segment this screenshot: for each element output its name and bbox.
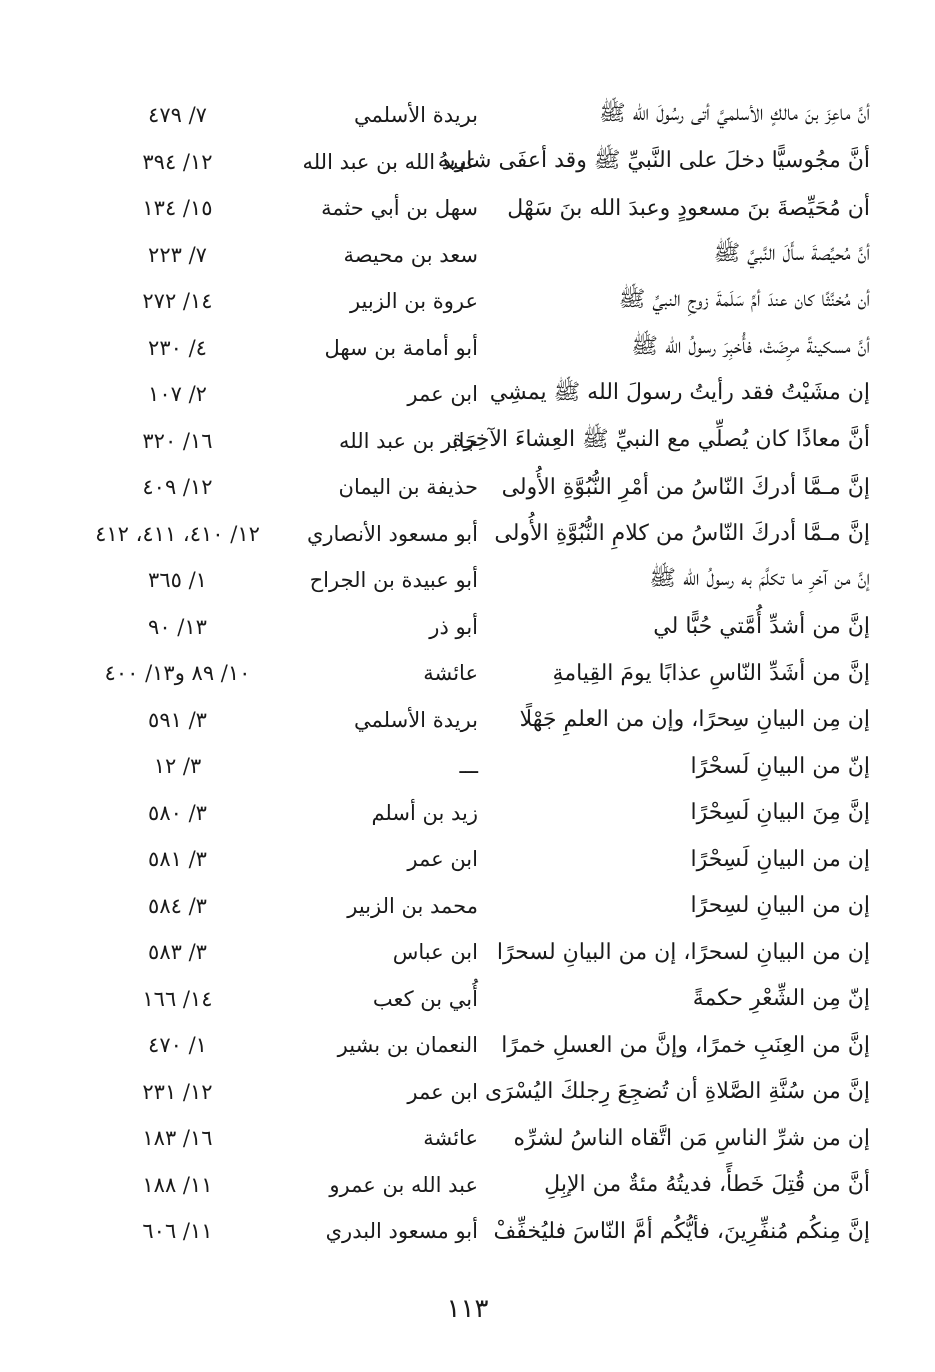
narrator-name: ابن عمر bbox=[407, 382, 478, 407]
volume-page-ref: ١/ ٤٧٠ bbox=[148, 1033, 207, 1058]
index-row bbox=[70, 232, 870, 279]
hadith-text: إن مشَيْتُ فقد رأيتُ رسولَ الله ﷺ يمشِي bbox=[489, 380, 870, 406]
page-number: ١١٣ bbox=[446, 1294, 489, 1324]
hadith-text: إن من شرِّ الناسِ مَن اتَّقاه الناسُ لشرِّه bbox=[513, 1125, 870, 1151]
volume-page-ref: ١٢/ ٤١٠، ٤١١، ٤١٢ bbox=[95, 521, 260, 546]
narrator-name: سهل بن أبي حثمة bbox=[321, 196, 478, 221]
volume-page-ref: ٧/ ٤٧٩ bbox=[148, 103, 207, 128]
narrator-name: عبد الله بن عمرو bbox=[329, 1172, 478, 1197]
narrator-name: النعمان بن بشير bbox=[337, 1033, 478, 1058]
index-row bbox=[70, 650, 870, 697]
narrator-name: بريدة الأسلمي bbox=[354, 707, 478, 732]
hadith-text: إنَّ مِنكُم مُنفِّرِينَ، فأيُّكُم أمَّ النّاسَ فليُخفِّفْ bbox=[493, 1218, 870, 1244]
index-row bbox=[70, 836, 870, 883]
hadith-text: إنَّ من العِنَبِ خمرًا، وإنَّ من العسلِ خمرًا bbox=[501, 1032, 870, 1058]
hadith-text: أنَّ مجُوسيًّا دخلَ على النَّبيِّ ﷺ وقد أعفَى شاربهُ bbox=[437, 147, 870, 173]
narrator-name: عائشة bbox=[423, 661, 478, 686]
volume-page-ref: ١٦/ ٣٢٠ bbox=[142, 428, 213, 453]
narrator-name: أُبي بن كعب bbox=[372, 986, 478, 1011]
hadith-text: إنَّ من آخرِ ما تكلَّمَ به رسولُ الله ﷺ bbox=[649, 566, 870, 592]
volume-page-ref: ٧/ ٢٢٣ bbox=[148, 242, 207, 267]
index-row bbox=[70, 1022, 870, 1069]
index-row bbox=[70, 604, 870, 651]
volume-page-ref: ١/ ٣٦٥ bbox=[148, 568, 207, 593]
index-row bbox=[70, 464, 870, 511]
hadith-text: إنَّ من أشَدِّ النّاسِ عذابًا يومَ القِيامةِ bbox=[552, 660, 870, 686]
hadith-text: إن من البيانِ لسحرًا، إن من البيانِ لسحرًا bbox=[496, 939, 870, 965]
index-row bbox=[70, 278, 870, 325]
index-row bbox=[70, 790, 870, 837]
index-row bbox=[70, 418, 870, 465]
index-row bbox=[70, 557, 870, 604]
hadith-text: أنَّ من قُتِلَ خَطأً، فديتُهُ مئةٌ من الإبِلِ bbox=[544, 1172, 870, 1198]
hadith-text: أنَّ ماعِزَ بنَ مالكٍ الأسلميَّ أتى رسُولَ الله ﷺ bbox=[599, 101, 870, 127]
hadith-text: أن مُحَيِّصةَ بنَ مسعودٍ وعبدَ الله بنَ سَهْل bbox=[507, 195, 870, 221]
hadith-text: إنَّ مـمَّا أدركَ النّاسُ من كلامِ النُّبُوَّةِ الأُولى bbox=[494, 521, 870, 547]
hadith-index-table bbox=[70, 92, 870, 1255]
volume-page-ref: ٣/ ٥٨٣ bbox=[148, 940, 207, 965]
index-row bbox=[70, 743, 870, 790]
index-row bbox=[70, 976, 870, 1023]
volume-page-ref: ١١/ ١٨٨ bbox=[142, 1172, 213, 1197]
narrator-name: ابن عباس bbox=[392, 940, 478, 965]
narrator-name: أبو عبيدة بن الجراح bbox=[309, 568, 478, 593]
volume-page-ref: ١٦/ ١٨٣ bbox=[142, 1126, 213, 1151]
index-row bbox=[70, 929, 870, 976]
volume-page-ref: ٣/ ٥٩١ bbox=[148, 707, 207, 732]
index-row bbox=[70, 371, 870, 418]
volume-page-ref: ٣/ ١٢ bbox=[153, 754, 202, 779]
narrator-name: أبو مسعود الأنصاري bbox=[306, 521, 478, 546]
volume-page-ref: ١٢/ ٤٠٩ bbox=[142, 475, 213, 500]
index-row bbox=[70, 697, 870, 744]
hadith-text: أن مُخنَّثًا كان عندَ أمِّ سَلَمةَ زوجِ النبيِّ ﷺ bbox=[618, 287, 870, 313]
index-row bbox=[70, 185, 870, 232]
index-row bbox=[70, 883, 870, 930]
index-row bbox=[70, 1162, 870, 1209]
index-row bbox=[70, 1069, 870, 1116]
hadith-text: أنَّ معاذًا كان يُصلِّي مع النبيِّ ﷺ العِشاءَ الآخِرَة bbox=[452, 426, 870, 452]
hadith-text: إنَّ مِنَ البيانِ لَسِحْرًا bbox=[690, 800, 870, 826]
narrator-name: ـــ bbox=[459, 754, 478, 779]
volume-page-ref: ١٤/ ٢٧٢ bbox=[142, 289, 213, 314]
index-row bbox=[70, 1208, 870, 1255]
narrator-name: بريدة الأسلمي bbox=[354, 103, 478, 128]
volume-page-ref: ١٥/ ١٣٤ bbox=[142, 196, 213, 221]
volume-page-ref: ٢/ ١٠٧ bbox=[148, 382, 207, 407]
volume-page-ref: ٣/ ٥٨١ bbox=[148, 847, 207, 872]
narrator-name: عروة بن الزبير bbox=[349, 289, 478, 314]
hadith-text: أنَّ مسكينةً مرِضَتْ، فأُخبِرَ رسولُ الله ﷺ bbox=[631, 333, 870, 359]
narrator-name: أبو ذر bbox=[429, 614, 478, 639]
volume-page-ref: ١٢/ ٢٣١ bbox=[142, 1079, 213, 1104]
volume-page-ref: ١٤/ ١٦٦ bbox=[142, 986, 213, 1011]
index-row bbox=[70, 325, 870, 372]
narrator-name: محمد بن الزبير bbox=[347, 893, 478, 918]
narrator-name: سعد بن محيصة bbox=[343, 242, 478, 267]
narrator-name: حذيفة بن اليمان bbox=[338, 475, 478, 500]
hadith-text: إن من البيانِ لسِحرًا bbox=[690, 893, 870, 919]
hadith-text: إنَّ من سُنَّةِ الصَّلاةِ أن تُضجِعَ رِجلكَ اليُسْرَى bbox=[484, 1079, 870, 1105]
volume-page-ref: ٣/ ٥٨٤ bbox=[148, 893, 207, 918]
narrator-name: عبيد الله بن عبد الله bbox=[302, 149, 478, 174]
hadith-text: إن مِن البيانِ سِحرًا، وإن من العلمِ جَهْلًا bbox=[519, 707, 870, 733]
hadith-text: إنَّ مـمَّا أدركَ النّاسُ من أمْرِ النُّبُوَّةِ الأُولى bbox=[501, 474, 870, 500]
index-row bbox=[70, 92, 870, 139]
index-row bbox=[70, 1115, 870, 1162]
volume-page-ref: ١٠/ ٨٩ و١٣/ ٤٠٠ bbox=[104, 661, 251, 686]
index-row bbox=[70, 139, 870, 186]
narrator-name: ابن عمر bbox=[407, 1079, 478, 1104]
hadith-text: إنّ من البيانِ لَسحْرًا bbox=[690, 753, 870, 779]
volume-page-ref: ١١/ ٦٠٦ bbox=[142, 1219, 213, 1244]
volume-page-ref: ٤/ ٢٣٠ bbox=[148, 335, 207, 360]
narrator-name: أبو أمامة بن سهل bbox=[324, 335, 478, 360]
hadith-text: إن من البيانِ لَسِحْرًا bbox=[690, 846, 870, 872]
narrator-name: جابر بن عبد الله bbox=[338, 428, 478, 453]
narrator-name: عائشة bbox=[423, 1126, 478, 1151]
narrator-name: أبو مسعود البدري bbox=[325, 1219, 478, 1244]
hadith-text: إنّ مِن الشِّعْرِ حكمةً bbox=[692, 986, 870, 1012]
volume-page-ref: ١٢/ ٣٩٤ bbox=[142, 149, 213, 174]
hadith-text: أنَّ مُحيِّصةَ سأَلَ النَّبيَّ ﷺ bbox=[713, 240, 870, 266]
narrator-name: ابن عمر bbox=[407, 847, 478, 872]
volume-page-ref: ٣/ ٥٨٠ bbox=[148, 800, 207, 825]
index-row bbox=[70, 511, 870, 558]
hadith-text: إنَّ من أشدِّ أُمَّتي حُبًّا لي bbox=[653, 614, 870, 640]
narrator-name: زيد بن أسلم bbox=[371, 800, 478, 825]
volume-page-ref: ١٣/ ٩٠ bbox=[148, 614, 207, 639]
